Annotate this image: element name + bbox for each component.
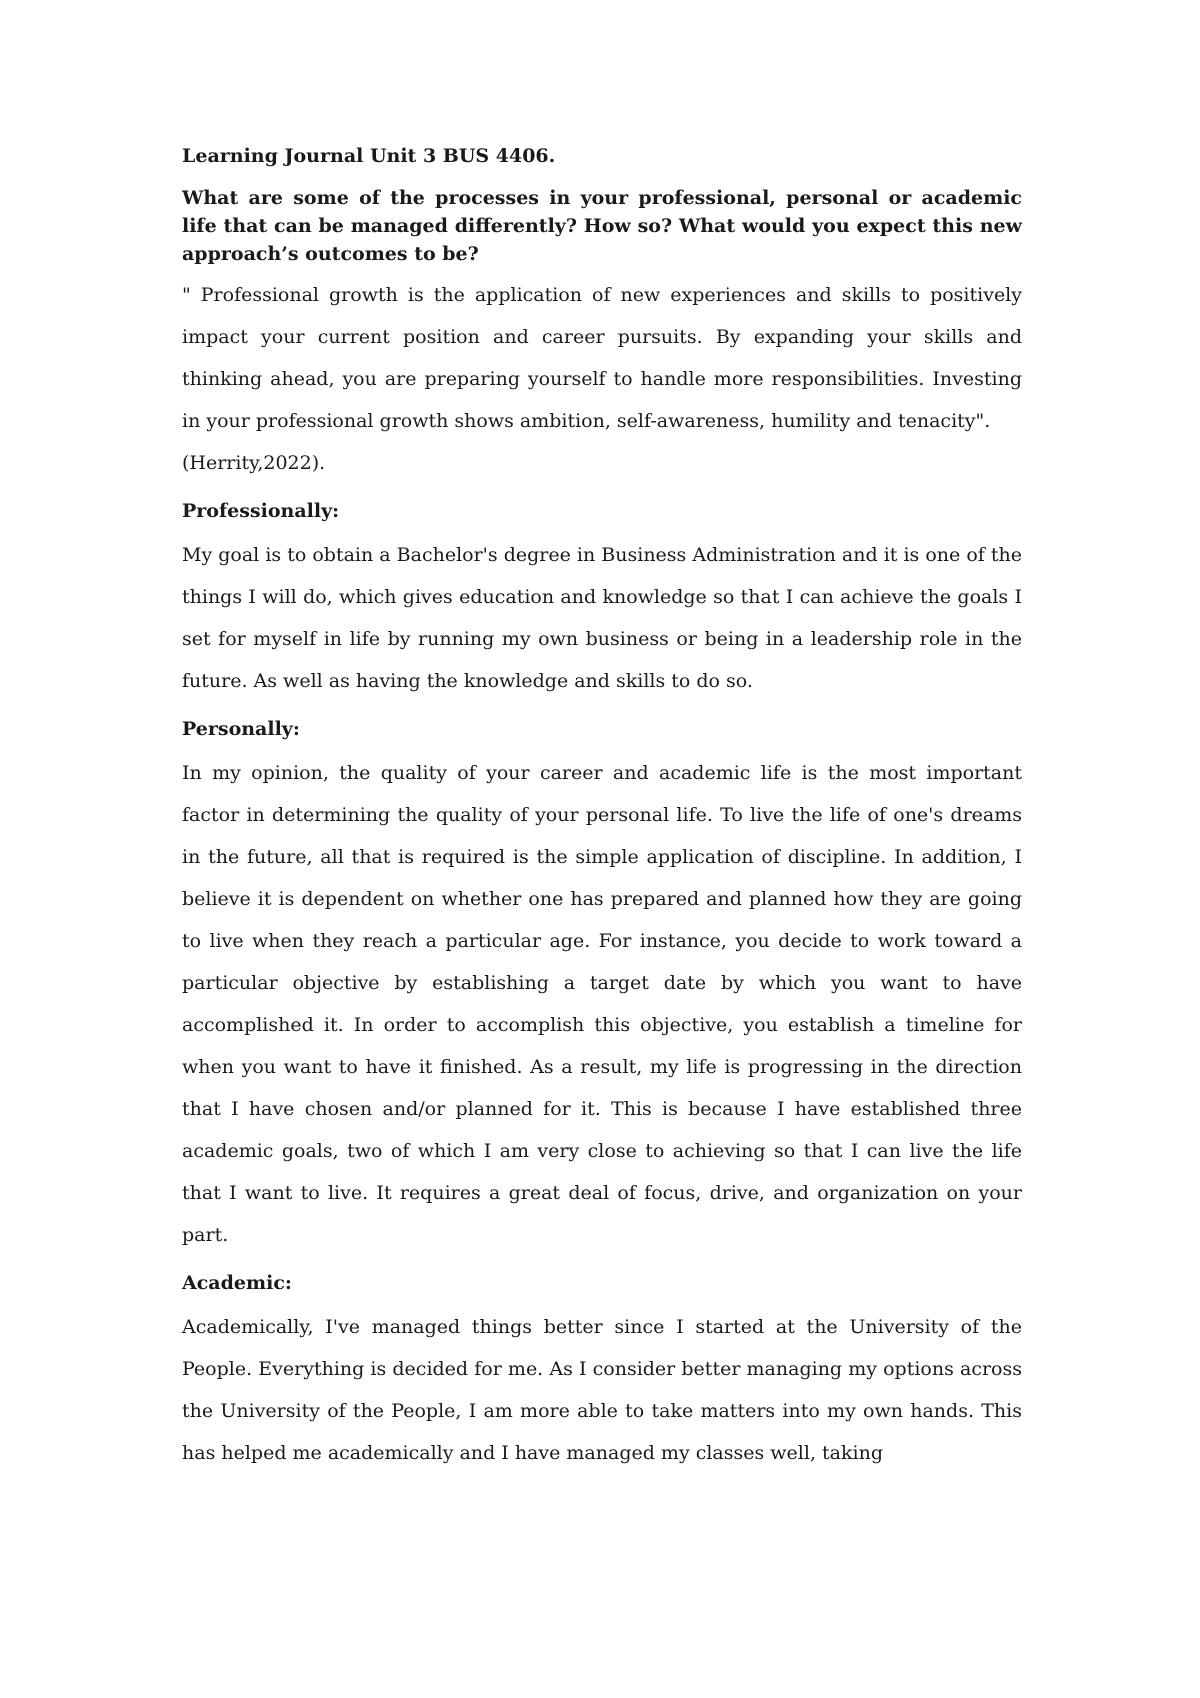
document-title: Learning Journal Unit 3 BUS 4406. (182, 145, 556, 167)
section-heading: Personally: (182, 718, 300, 740)
section-personally (182, 708, 1022, 1256)
section-professionally (182, 490, 1022, 702)
section-heading: Academic: (182, 1272, 292, 1294)
citation: (Herrity,2022). (182, 452, 326, 474)
quote-paragraph: " Professional growth is the application of new experiences and skills to positively impact your current position and career pursuits. By expanding your skills and thinking ahead, you are preparing yourself to handle more responsibilities. Investing in your professional growth shows ambition, self-awareness, humility and tenacity". (182, 284, 1022, 432)
section-body: In my opinion, the quality of your career and academic life is the most important factor in determining the quality of your personal life. To live the life of one's dreams in the future, all that is required is the simple application of discipline. In addition, I believe it is dependent on whether one has prepared and planned how they are going to live when they reach a particular age. For instance, you decide to work toward a particular objective by establishing a target date by which you want to have accomplished it. In order to accomplish this objective, you establish a timeline for when you want to have it finished. As a result, my life is progressing in the direction that I have chosen and/or planned for it. This is because I have established three academic goals, two of which I am very close to achieving so that I can live the life that I want to live. It requires a great deal of focus, drive, and organization on your part. (182, 762, 1022, 1246)
journal-question: What are some of the processes in your professional, personal or academic life that can be managed differently? How so? What would you expect this new approach’s outcomes to be? (182, 187, 1022, 265)
section-body: Academically, I've managed things better since I started at the University of the People. Everything is decided for me. As I consider better managing my options across the University of the People, I am more able to take matters into my own hands. This has helped me academically and I have managed my classes well, taking (182, 1316, 1022, 1464)
section-body: My goal is to obtain a Bachelor's degree in Business Administration and it is one of the things I will do, which gives education and knowledge so that I can achieve the goals I set for myself in life by running my own business or being in a leadership role in the future. As well as having the knowledge and skills to do so. (182, 544, 1022, 692)
document-content (182, 142, 1022, 1480)
section-academic (182, 1262, 1022, 1474)
section-heading: Professionally: (182, 500, 340, 522)
